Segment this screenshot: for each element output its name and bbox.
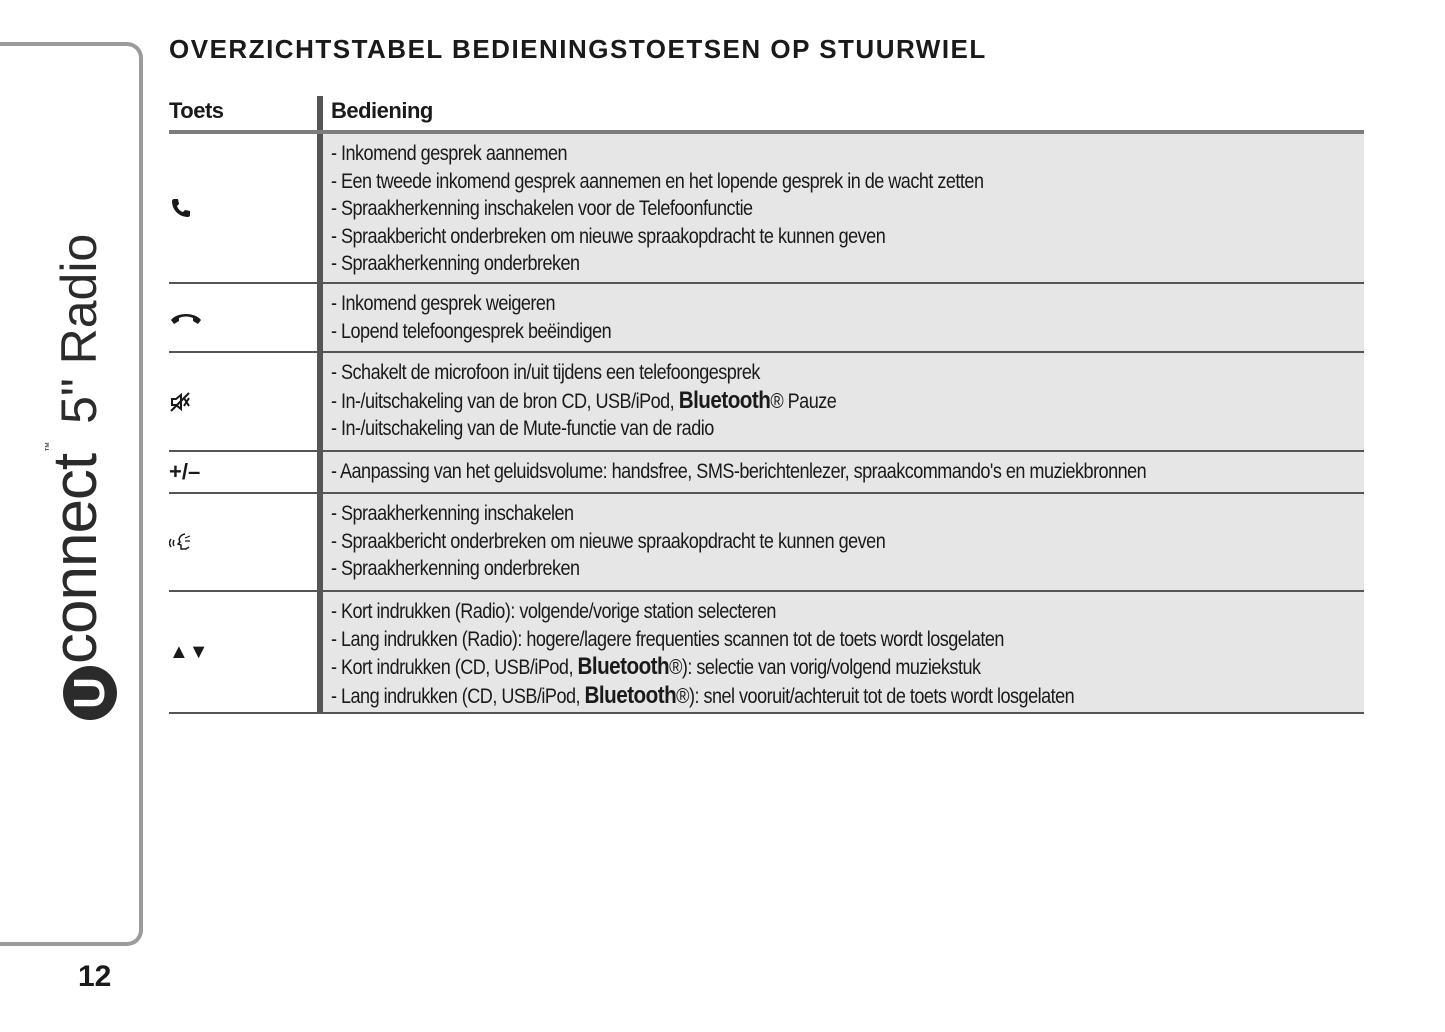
- controls-table: [169, 96, 1364, 714]
- operation-line: - In-/uitschakeling van de Mute-functie van de radio: [331, 417, 714, 440]
- operation-cell: [323, 494, 1364, 590]
- radio-model-label: 5" Radio: [51, 233, 107, 424]
- operation-line: - Een tweede inkomend gesprek aannemen en het lopende gesprek in de wacht zetten: [331, 169, 984, 193]
- phone-answer-icon: [169, 196, 193, 220]
- operation-text: ®): selectie van vorig/volgend muziekstuk: [669, 656, 981, 679]
- header-operation: Bediening: [331, 98, 433, 123]
- page-title: OVERZICHTSTABEL BEDIENINGSTOETSEN OP STUURWIEL: [169, 34, 987, 64]
- uconnect-logo-text: connect: [41, 453, 110, 664]
- table-row: [169, 353, 1364, 452]
- side-tab-brand: [40, 233, 114, 720]
- header-key: Toets: [169, 98, 224, 123]
- operation-cell: [323, 452, 1364, 492]
- operation-line: [331, 387, 1219, 416]
- bluetooth-brand: Bluetooth: [577, 653, 670, 680]
- bluetooth-brand: Bluetooth: [584, 681, 677, 709]
- operation-line: - Inkomend gesprek weigeren: [331, 292, 555, 315]
- key-cell: [169, 592, 317, 712]
- up-down-arrows-icon: ▲▼: [169, 640, 209, 663]
- mute-icon: [169, 391, 191, 413]
- uconnect-logo: U: [63, 666, 117, 720]
- operation-line: - Spraakbericht onderbreken om nieuwe spraakopdracht te kunnen geven: [331, 224, 886, 248]
- operation-text: - Kort indrukken (CD, USB/iPod,: [331, 656, 573, 679]
- trademark-mark: ™: [44, 441, 55, 452]
- operation-text: - In-/uitschakeling van de bron CD, USB/iPod,: [331, 389, 675, 413]
- volume-key-label: +/–: [169, 459, 201, 484]
- key-cell: [169, 494, 317, 590]
- voice-command-icon: [169, 532, 191, 552]
- operation-line: - Kort indrukken (Radio): volgende/vorige station selecteren: [331, 600, 776, 623]
- operation-line: [331, 653, 1219, 682]
- bluetooth-brand: Bluetooth: [678, 386, 771, 414]
- table-header: [169, 96, 1364, 134]
- operation-line: - Inkomend gesprek aannemen: [331, 142, 568, 165]
- operation-line: - Spraakherkenning onderbreken: [331, 557, 580, 580]
- operation-cell: [323, 284, 1364, 351]
- table-row: [169, 134, 1364, 284]
- operation-cell: [323, 353, 1364, 450]
- key-cell: [169, 452, 317, 492]
- table-row: [169, 494, 1364, 592]
- operation-cell: [323, 134, 1364, 282]
- key-cell: [169, 134, 317, 282]
- operation-line: - Lang indrukken (Radio): hogere/lagere frequenties scannen tot de toets wordt losgelaten: [331, 627, 1004, 651]
- operation-text: ®): snel vooruit/achteruit tot de toets wordt losgelaten: [676, 684, 1075, 708]
- phone-hangup-icon: [169, 310, 203, 326]
- operation-line: - Schakelt de microfoon in/uit tijdens een telefoongesprek: [331, 361, 760, 384]
- operation-line: - Spraakbericht onderbreken om nieuwe spraakopdracht te kunnen geven: [331, 529, 886, 553]
- key-cell: [169, 284, 317, 351]
- operation-line: - Lopend telefoongesprek beëindigen: [331, 319, 612, 343]
- operation-text: - Lang indrukken (CD, USB/iPod,: [331, 684, 581, 708]
- operation-line: - Spraakherkenning onderbreken: [331, 252, 580, 275]
- key-cell: [169, 353, 317, 450]
- operation-line: [331, 682, 1219, 711]
- table-row: [169, 284, 1364, 353]
- page-number: 12: [78, 960, 112, 993]
- operation-line: - Spraakherkenning inschakelen: [331, 502, 574, 525]
- table-row: [169, 592, 1364, 714]
- operation-cell: [323, 592, 1364, 712]
- operation-line: - Aanpassing van het geluidsvolume: handsfree, SMS-berichtenlezer, spraakcommando's en muziekbronnen: [331, 460, 1147, 483]
- operation-line: - Spraakherkenning inschakelen voor de Telefoonfunctie: [331, 197, 753, 220]
- table-row: [169, 452, 1364, 494]
- operation-text: ® Pauze: [770, 389, 837, 413]
